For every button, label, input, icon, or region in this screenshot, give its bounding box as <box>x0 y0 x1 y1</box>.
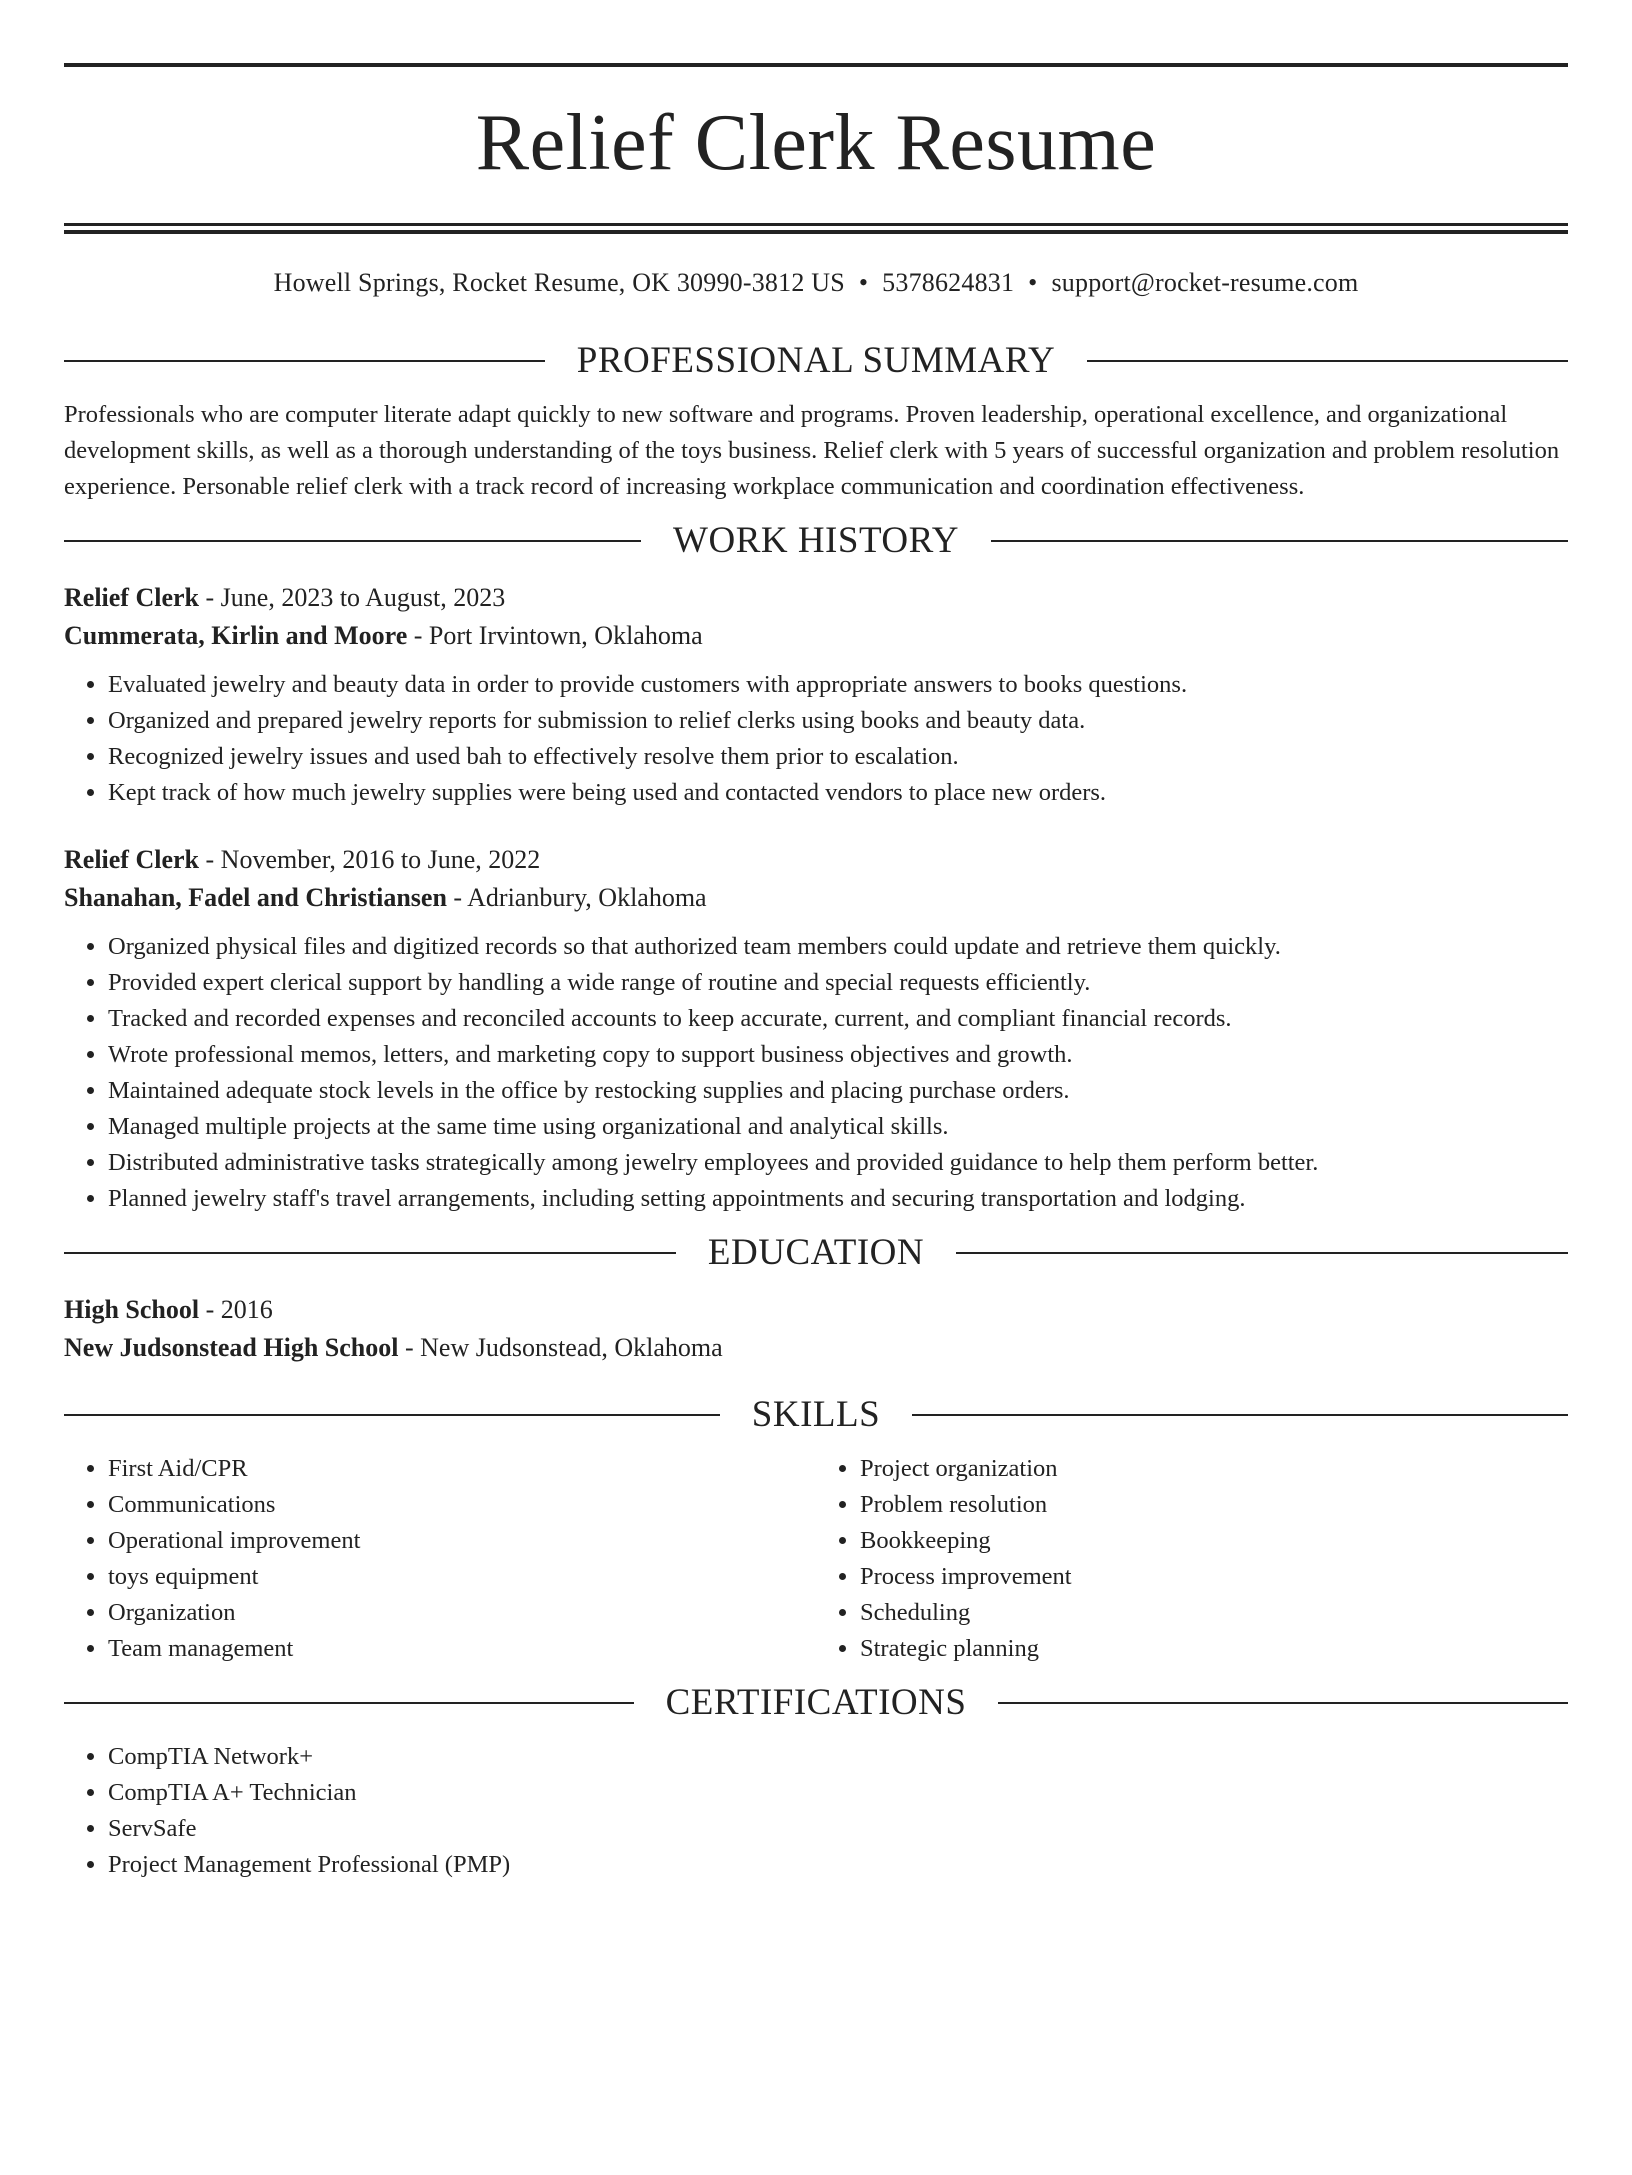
work-heading: WORK HISTORY <box>673 520 959 561</box>
skills-heading: SKILLS <box>751 1394 881 1435</box>
certifications-section-heading <box>64 1681 1568 1725</box>
summary-section-heading <box>64 339 1568 383</box>
title-double-divider <box>64 223 1568 234</box>
job-company-line <box>64 617 1568 655</box>
list-item: • Wrote professional memos, letters, and marketing copy to support business objectives and growth. <box>108 1037 1568 1073</box>
list-item: • Communications <box>108 1487 816 1523</box>
list-item: • Recognized jewelry issues and used bah to effectively resolve them prior to escalation. <box>108 739 1568 775</box>
list-item: • Process improvement <box>860 1559 1568 1595</box>
job-entry <box>64 579 1568 811</box>
list-item: • Kept track of how much jewelry supplies were being used and contacted vendors to place new orders. <box>108 775 1568 811</box>
education-location: - New Judsonstead, Oklahoma <box>398 1333 723 1362</box>
job-title-line <box>64 579 1568 617</box>
heading-rule <box>1087 360 1568 362</box>
heading-rule <box>64 1702 634 1704</box>
job-dates: - November, 2016 to June, 2022 <box>199 845 541 874</box>
list-item: • Organization <box>108 1595 816 1631</box>
heading-rule <box>64 1414 720 1416</box>
list-item: • Team management <box>108 1631 816 1667</box>
list-item: • Distributed administrative tasks strategically among jewelry employees and provided guidance to help them perform better. <box>108 1145 1568 1181</box>
skills-list-right <box>816 1451 1568 1667</box>
list-item: • CompTIA Network+ <box>108 1739 1568 1775</box>
list-item: • Planned jewelry staff's travel arrangements, including setting appointments and securing transportation and lodging. <box>108 1181 1568 1217</box>
list-item: • Operational improvement <box>108 1523 816 1559</box>
education-section-heading <box>64 1231 1568 1275</box>
job-dates: - June, 2023 to August, 2023 <box>199 583 506 612</box>
certifications-list <box>64 1739 1568 1883</box>
summary-text: Professionals who are computer literate adapt quickly to new software and programs. Proven leadership, operational excellence, and organizational development skills, as well as a thorough understanding of the toys business. Relief clerk with 5 years of successful organization and problem resolution experience. Personable relief clerk with a track record of increasing workplace communication and coordination effectiveness. <box>64 401 1560 500</box>
education-degree-line <box>64 1291 1568 1329</box>
job-title-line <box>64 841 1568 879</box>
education-school: New Judsonstead High School <box>64 1333 399 1362</box>
resume-title: Relief Clerk Resume <box>475 99 1157 187</box>
contact-address: Howell Springs, Rocket Resume, OK 30990-3812 US <box>273 268 845 297</box>
top-divider <box>64 63 1568 67</box>
contact-line <box>64 267 1568 299</box>
list-item: • Tracked and recorded expenses and reconciled accounts to keep accurate, current, and compliant financial records. <box>108 1001 1568 1037</box>
heading-rule <box>998 1702 1568 1704</box>
list-item: • CompTIA A+ Technician <box>108 1775 1568 1811</box>
heading-rule <box>912 1414 1568 1416</box>
skills-list-left <box>64 1451 816 1667</box>
list-item: • Organized and prepared jewelry reports for submission to relief clerks using books and beauty data. <box>108 703 1568 739</box>
list-item: • toys equipment <box>108 1559 816 1595</box>
heading-rule <box>64 540 641 542</box>
education-degree: High School <box>64 1295 200 1324</box>
job-company: Cummerata, Kirlin and Moore <box>64 621 408 650</box>
work-section-heading <box>64 519 1568 563</box>
list-item: • Organized physical files and digitized records so that authorized team members could update and retrieve them quickly. <box>108 929 1568 965</box>
list-item: • First Aid/CPR <box>108 1451 816 1487</box>
list-item: • ServSafe <box>108 1811 1568 1847</box>
education-heading: EDUCATION <box>707 1232 925 1273</box>
list-item: • Project Management Professional (PMP) <box>108 1847 1568 1883</box>
summary-heading: PROFESSIONAL SUMMARY <box>576 340 1056 381</box>
education-year: - 2016 <box>199 1295 273 1324</box>
contact-email: support@rocket-resume.com <box>1051 268 1359 297</box>
job-entry <box>64 841 1568 1217</box>
list-item: • Scheduling <box>860 1595 1568 1631</box>
job-location: - Adrianbury, Oklahoma <box>446 883 707 912</box>
heading-rule <box>64 1252 676 1254</box>
list-item: • Strategic planning <box>860 1631 1568 1667</box>
contact-separator: • <box>858 268 869 297</box>
job-duties-list <box>64 667 1568 811</box>
list-item: • Problem resolution <box>860 1487 1568 1523</box>
list-item: • Project organization <box>860 1451 1568 1487</box>
heading-rule <box>991 540 1568 542</box>
job-title: Relief Clerk <box>64 583 200 612</box>
job-duties-list <box>64 929 1568 1217</box>
contact-separator: • <box>1028 268 1038 297</box>
list-item: • Evaluated jewelry and beauty data in order to provide customers with appropriate answers to books questions. <box>108 667 1568 703</box>
job-location: - Port Irvintown, Oklahoma <box>407 621 703 650</box>
contact-phone: 5378624831 <box>882 268 1015 297</box>
education-school-line <box>64 1329 1568 1367</box>
list-item: • Bookkeeping <box>860 1523 1568 1559</box>
list-item: • Maintained adequate stock levels in the office by restocking supplies and placing purchase orders. <box>108 1073 1568 1109</box>
heading-rule <box>956 1252 1568 1254</box>
resume-page <box>0 63 1632 2175</box>
heading-rule <box>64 360 545 362</box>
education-entry <box>64 1291 1568 1367</box>
job-title: Relief Clerk <box>64 845 200 874</box>
skills-section-heading <box>64 1393 1568 1437</box>
list-item: • Managed multiple projects at the same time using organizational and analytical skills. <box>108 1109 1568 1145</box>
list-item: • Provided expert clerical support by handling a wide range of routine and special requests efficiently. <box>108 965 1568 1001</box>
skills-grid <box>64 1451 1568 1667</box>
certifications-heading: CERTIFICATIONS <box>665 1682 967 1723</box>
job-company-line <box>64 879 1568 917</box>
job-company: Shanahan, Fadel and Christiansen <box>64 883 447 912</box>
